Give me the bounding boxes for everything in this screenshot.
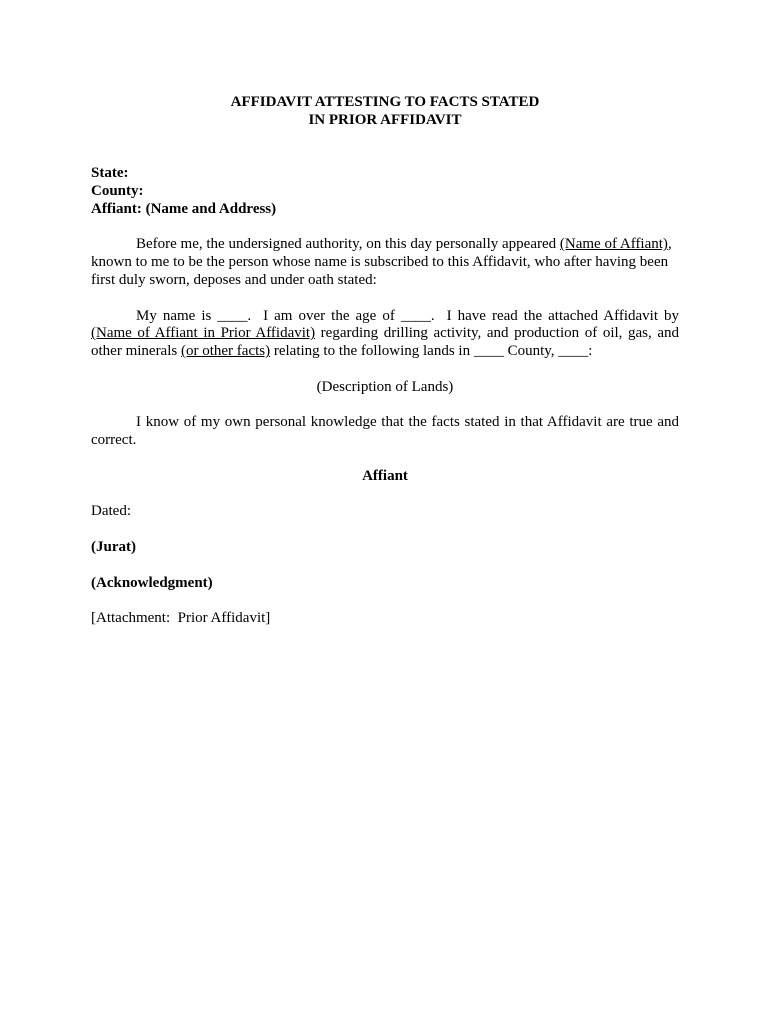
appearance-text-after: , known to me to be the person whose name is subscribed to this Affidavit, who after having been first duly sworn, deposes and under oath stated:	[91, 236, 672, 288]
header-fields	[91, 165, 679, 218]
acknowledgment-label: (Acknowledgment)	[91, 574, 213, 591]
affiant-field-label: Affiant: (Name and Address)	[91, 200, 277, 217]
appearance-paragraph	[91, 236, 679, 289]
statement-text-before: My name is ____. I am over the age of ____. I have read the attached Affidavit by	[136, 307, 683, 324]
other-facts-placeholder: (or other facts)	[180, 343, 271, 360]
attachment-note: [Attachment: Prior Affidavit]	[91, 610, 271, 627]
state-field-label: State:	[91, 165, 129, 182]
knowledge-paragraph: I know of my own personal knowledge that the facts stated in that Affidavit are true and correct.	[91, 414, 679, 449]
title-line-2: IN PRIOR AFFIDAVIT	[308, 111, 462, 128]
affiant-signature-label: Affiant	[362, 467, 408, 484]
affiant-name-placeholder: (Name of Affiant)	[559, 236, 668, 253]
county-field-label: County:	[91, 182, 144, 199]
document-title	[91, 94, 679, 130]
statement-paragraph	[91, 307, 683, 361]
statement-text-middle: regarding drilling activity, and production of oil, gas, and other minerals	[91, 325, 683, 360]
prior-affiant-name-placeholder: (Name of Affiant in Prior Affidavit)	[91, 325, 316, 342]
appearance-text-before: Before me, the undersigned authority, on this day personally appeared	[136, 236, 560, 253]
jurat-label: (Jurat)	[91, 538, 136, 555]
dated-label: Dated:	[91, 503, 131, 520]
description-of-lands: (Description of Lands)	[316, 378, 454, 395]
statement-text-after: relating to the following lands in ____ County, ____:	[270, 343, 593, 360]
title-line-1: AFFIDAVIT ATTESTING TO FACTS STATED	[230, 94, 540, 110]
